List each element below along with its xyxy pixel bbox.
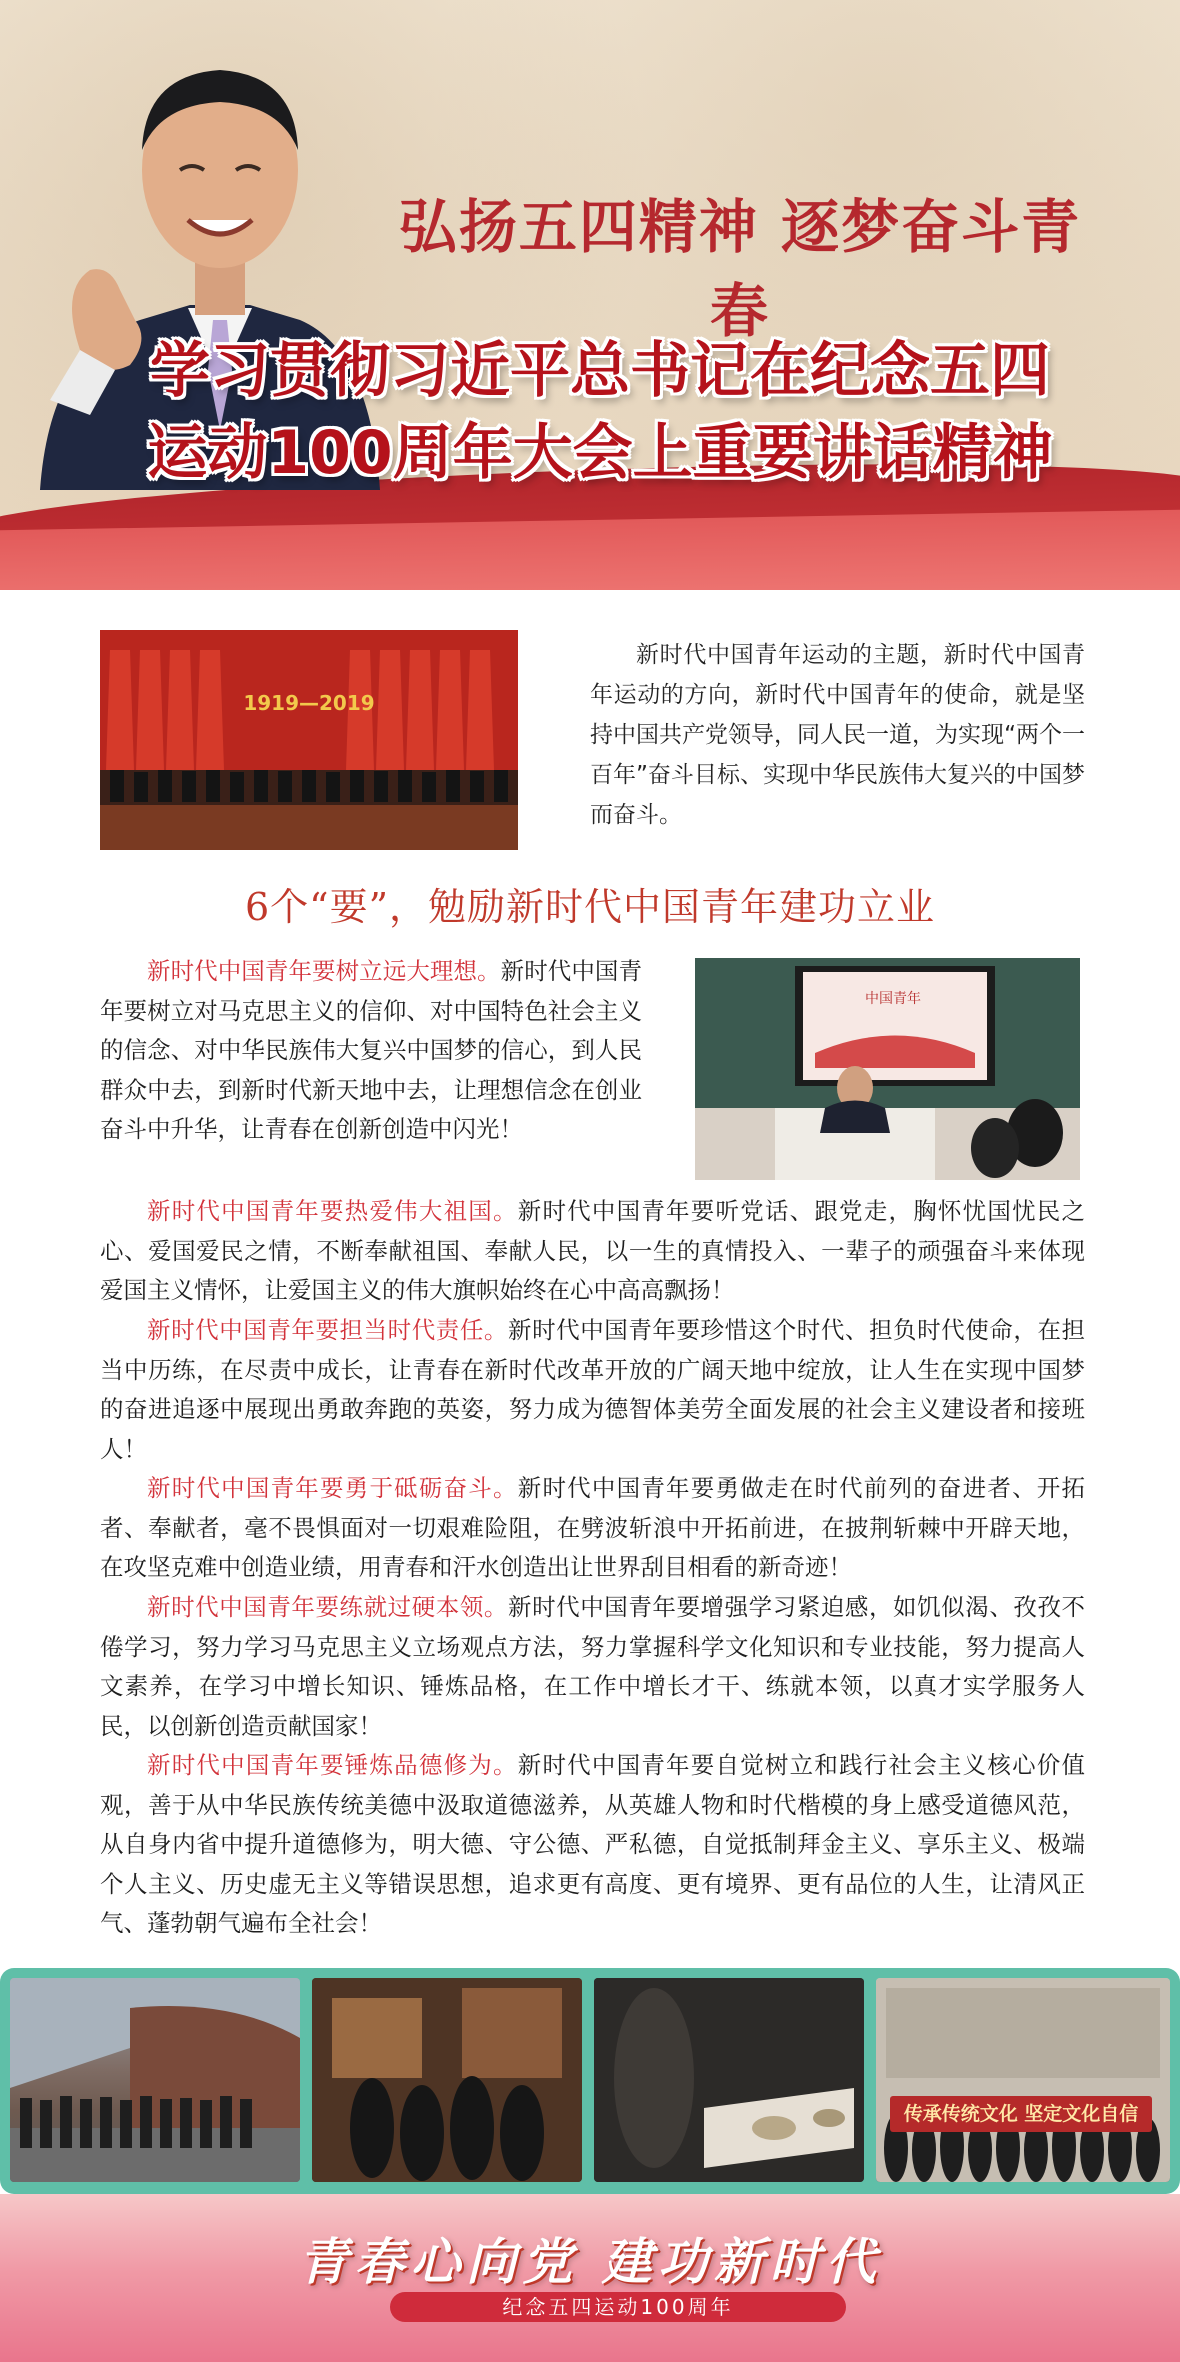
- paragraph-lead: 新时代中国青年要热爱伟大祖国。: [147, 1197, 518, 1225]
- paragraph-body: 新时代中国青年要珍惜这个时代、担负时代使命，在担当中历练，在尽责中成长，让青春在新时代改革开放的广阔天地中绽放，让人生在实现中国梦的奋进追逐中展现出勇敢奔跑的英姿，努力成为德智体美劳全面发展的社会主义建设者和接班人！: [100, 1316, 1086, 1463]
- paragraph-skills: [100, 1588, 1085, 1746]
- gallery-photo-group-outdoor: [10, 1978, 300, 2182]
- title-line-1: 学习贯彻习近平总书记在纪念五四: [150, 336, 1050, 406]
- paragraph-lead: 新时代中国青年要练就过硬本领。: [147, 1593, 508, 1621]
- intro-text: 新时代中国青年运动的主题，新时代中国青年运动的方向，新时代中国青年的使命，就是坚持中国共产党领导，同人民一道，为实现“两个一百年”奋斗目标、实现中华民族伟大复兴的中国梦而奋斗。: [590, 642, 1085, 828]
- paragraph-lead: 新时代中国青年要担当时代责任。: [147, 1316, 508, 1344]
- paragraph-responsibility: [100, 1311, 1085, 1469]
- group-outdoor-illustration: [10, 1978, 300, 2182]
- assembly-hall-illustration: [100, 630, 518, 850]
- header-banner: [0, 0, 1180, 590]
- screen-title: 中国青年: [865, 991, 921, 1007]
- paragraph-patriotism: [100, 1192, 1085, 1311]
- gallery-photo-museum-visit: [312, 1978, 582, 2182]
- section-subtitle: 6个“要”，勉励新时代中国青年建功立业: [244, 885, 936, 929]
- culture-group-illustration: [876, 1978, 1170, 2182]
- paragraph-body: 新时代中国青年要勇做走在时代前列的奋进者、开拓者、奉献者，毫不畏惧面对一切艰难险阻，在劈波斩浪中开拓前进，在披荆斩棘中开辟天地，在攻坚克难中创造业绩，用青春和汗水创造出让世界刮目相看的新奇迹！: [100, 1474, 1086, 1581]
- paragraph-body: 新时代中国青年要自觉树立和践行社会主义核心价值观，善于从中华民族传统美德中汲取道德滋养，从英雄人物和时代楷模的身上感受道德风范，从自身内省中提升道德修为，明大德、守公德、严私德，自觉抵制拜金主义、享乐主义、极端个人主义、历史虚无主义等错误思想，追求更有高度、更有境界、更有品位的人生，让清风正气、蓬勃朝气遍布全社会！: [100, 1751, 1086, 1937]
- exhibit-illustration: [594, 1978, 864, 2182]
- paragraph-body: 新时代中国青年要听党话、跟党走，胸怀忧国忧民之心、爱国爱民之情，不断奉献祖国、奉献人民，以一生的真情投入、一辈子的顽强奋斗来体现爱国主义情怀，让爱国主义的伟大旗帜始终在心中高高飘扬！: [100, 1197, 1086, 1304]
- gallery-photo-culture-group: [876, 1978, 1170, 2182]
- photo-gallery: [0, 1968, 1180, 2194]
- culture-banner: 传承传统文化 坚定文化自信: [890, 2096, 1152, 2132]
- classroom-illustration: [695, 958, 1080, 1180]
- hall-banner-text: 1919—2019: [243, 691, 375, 715]
- museum-visit-illustration: [312, 1978, 582, 2182]
- paragraph-struggle: [100, 1469, 1085, 1588]
- paragraph-lead: 新时代中国青年要勇于砥砺奋斗。: [147, 1474, 518, 1502]
- paragraph-lead: 新时代中国青年要树立远大理想。: [147, 957, 501, 985]
- classroom-photo: [695, 958, 1080, 1180]
- title-line-2: 运动100周年大会上重要讲话精神: [147, 418, 1053, 488]
- paragraph-body: 新时代中国青年要树立对马克思主义的信仰、对中国特色社会主义的信念、对中华民族伟大复兴中国梦的信心，到人民群众中去，到新时代新天地中去，让理想信念在创业奋斗中升华，让青春在创新创造中闪光！: [100, 957, 642, 1143]
- assembly-hall-photo: [100, 630, 518, 850]
- footer-slogan: 青春心向党 建功新时代: [298, 2232, 882, 2291]
- header-slogan: 弘扬五四精神 逐梦奋斗青春: [398, 193, 1082, 345]
- page-title: [90, 330, 1110, 494]
- paragraph-lead: 新时代中国青年要锤炼品德修为。: [147, 1751, 518, 1779]
- paragraph-body: 新时代中国青年要增强学习紧迫感，如饥似渴、孜孜不倦学习，努力学习马克思主义立场观点方法，努力掌握科学文化知识和专业技能，努力提高人文素养，在学习中增长知识、锤炼品格，在工作中增长才干、练就本领，以真才实学服务人民，以创新创造贡献国家！: [100, 1593, 1086, 1740]
- paragraph-morality: [100, 1746, 1085, 1944]
- footer-anniversary-pill: 纪念五四运动100周年: [390, 2292, 846, 2322]
- gallery-photo-exhibit: [594, 1978, 864, 2182]
- paragraph-ideal: [100, 952, 642, 1150]
